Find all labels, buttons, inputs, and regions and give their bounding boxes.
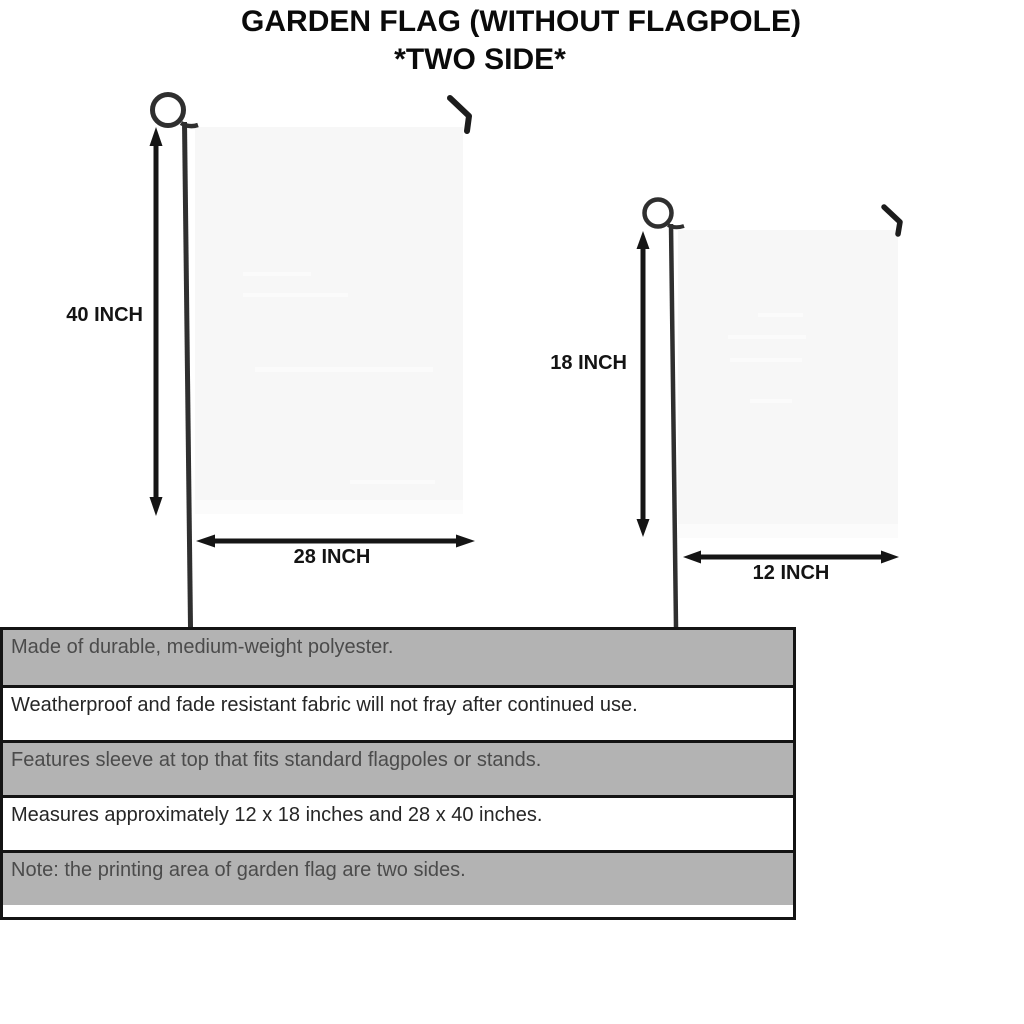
large-flag-width-label: 28 INCH: [293, 546, 371, 568]
spec-row-note: [3, 850, 793, 905]
small-flag-fabric: [678, 230, 898, 538]
page-subtitle: *TWO SIDE*: [394, 43, 566, 76]
spec-table: [0, 627, 796, 920]
pole-hook-icon: [450, 98, 469, 131]
spec-row-text: Made of durable, medium-weight polyester.: [11, 636, 394, 658]
spec-row-sleeve: [3, 740, 793, 795]
spec-row-text: Note: the printing area of garden flag are two sides.: [11, 859, 466, 881]
spec-row-weatherproof: [3, 685, 793, 740]
page-title: GARDEN FLAG (WITHOUT FLAGPOLE): [241, 5, 801, 38]
small-flag-width-label: 12 INCH: [752, 562, 830, 584]
pole-hook-icon: [884, 207, 900, 234]
flagpole-icon: [153, 95, 199, 628]
spec-row-text: Features sleeve at top that fits standard flagpoles or stands.: [11, 749, 542, 771]
large-flag-height-label: 40 INCH: [66, 304, 143, 326]
spec-row-text: Measures approximately 12 x 18 inches and 28 x 40 inches.: [11, 804, 543, 826]
height-arrow-icon: [637, 231, 650, 537]
spec-row-material: [3, 630, 793, 685]
height-arrow-icon: [150, 127, 163, 516]
small-flag-height-label: 18 INCH: [550, 352, 627, 374]
spec-row-measurements: [3, 795, 793, 850]
spec-row-text: Weatherproof and fade resistant fabric will not fray after continued use.: [11, 694, 638, 716]
large-flag-fabric: [195, 127, 463, 514]
